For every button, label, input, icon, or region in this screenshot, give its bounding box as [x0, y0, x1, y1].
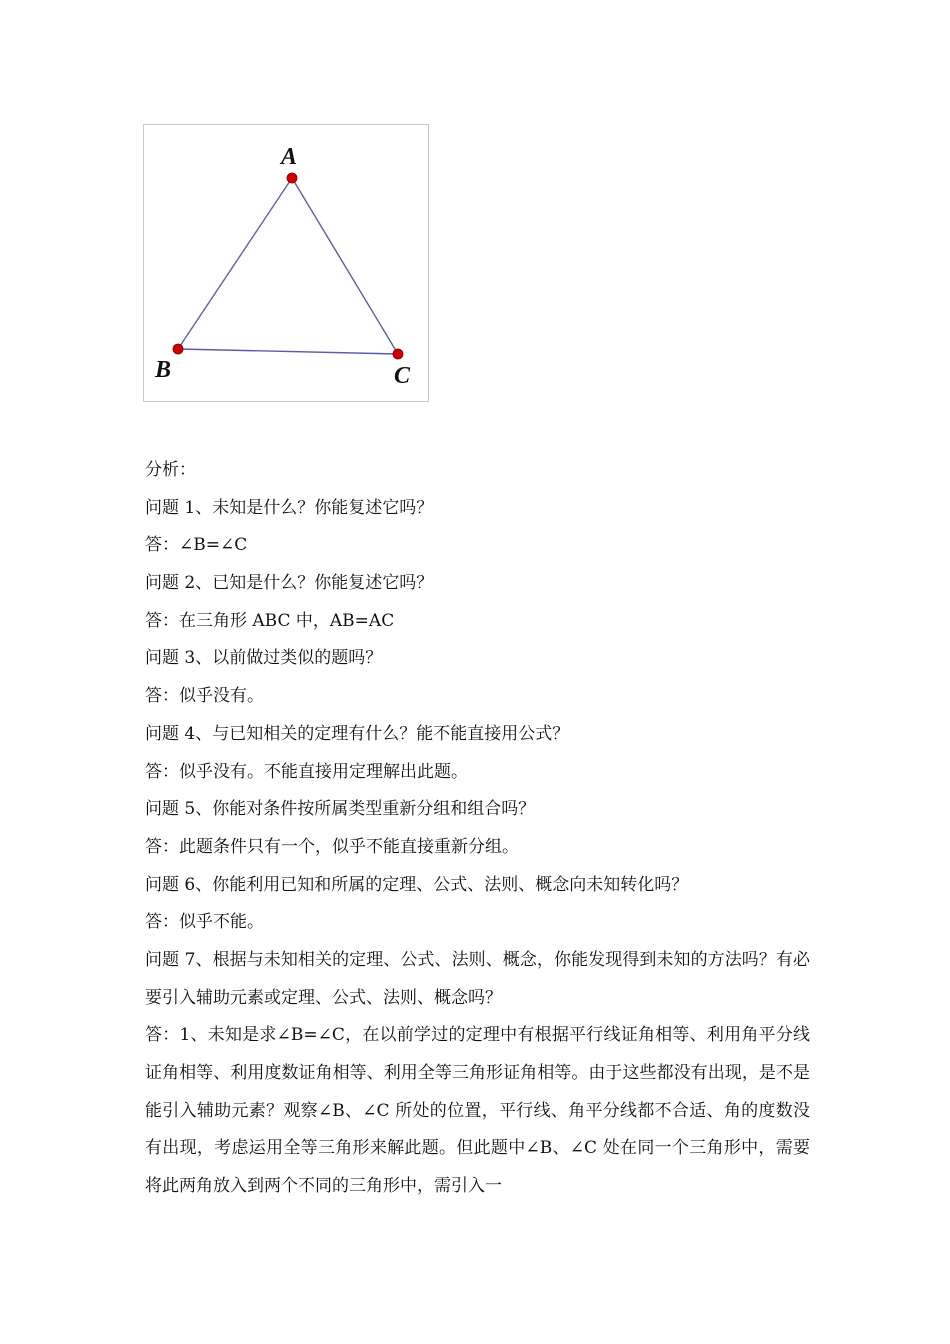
answer-7: 答：1、未知是求∠B=∠C，在以前学过的定理中有根据平行线证角相等、利用角平分线证角相等、利用度数证角相等、利用全等三角形证角相等。由于这些都没有出现，是不是能引入辅助元素？观察∠B、∠C 所处的位置，平行线、角平分线都不合适、角的度数没有出现，考虑运用全等三角形来解此题。但此题中∠B、∠C 处在同一个三角形中，需要将此两角放入到两个不同的三角形中，需引入一	[145, 1025, 810, 1197]
triangle-figure	[143, 124, 429, 402]
answer-1: 答：∠B=∠C	[145, 535, 248, 556]
question-6: 问题 6、你能利用已知和所属的定理、公式、法则、概念向未知转化吗？	[145, 874, 689, 895]
edge-ab	[178, 178, 292, 349]
question-7: 问题 7、根据与未知相关的定理、公式、法则、概念，你能发现得到未知的方法吗？有必要引入辅助元素或定理、公式、法则、概念吗？	[145, 949, 810, 1008]
label-b: B	[155, 357, 172, 383]
edge-bc	[178, 349, 398, 354]
answer-5: 答：此题条件只有一个，似乎不能直接重新分组。	[145, 836, 519, 857]
question-3: 问题 3、以前做过类似的题吗？	[145, 648, 383, 669]
answer-2: 答：在三角形 ABC 中，AB=AC	[145, 610, 395, 631]
question-4: 问题 4、与已知相关的定理有什么？能不能直接用公式？	[145, 723, 570, 744]
question-1: 问题 1、未知是什么？你能复述它吗？	[145, 497, 434, 518]
answer-3: 答：似乎没有。	[145, 686, 264, 707]
answer-4: 答：似乎没有。不能直接用定理解出此题。	[145, 761, 468, 782]
question-5: 问题 5、你能对条件按所属类型重新分组和组合吗？	[145, 799, 536, 820]
vertex-c	[393, 349, 403, 359]
edge-ac	[292, 178, 398, 354]
label-c: C	[394, 363, 411, 389]
vertex-a	[287, 173, 297, 183]
analysis-heading: 分析：	[145, 460, 196, 480]
vertex-b	[173, 344, 183, 354]
label-a: A	[281, 144, 298, 170]
analysis-text	[145, 452, 810, 1206]
triangle-diagram	[144, 125, 428, 401]
question-2: 问题 2、已知是什么？你能复述它吗？	[145, 573, 434, 594]
answer-6: 答：似乎不能。	[145, 912, 264, 933]
